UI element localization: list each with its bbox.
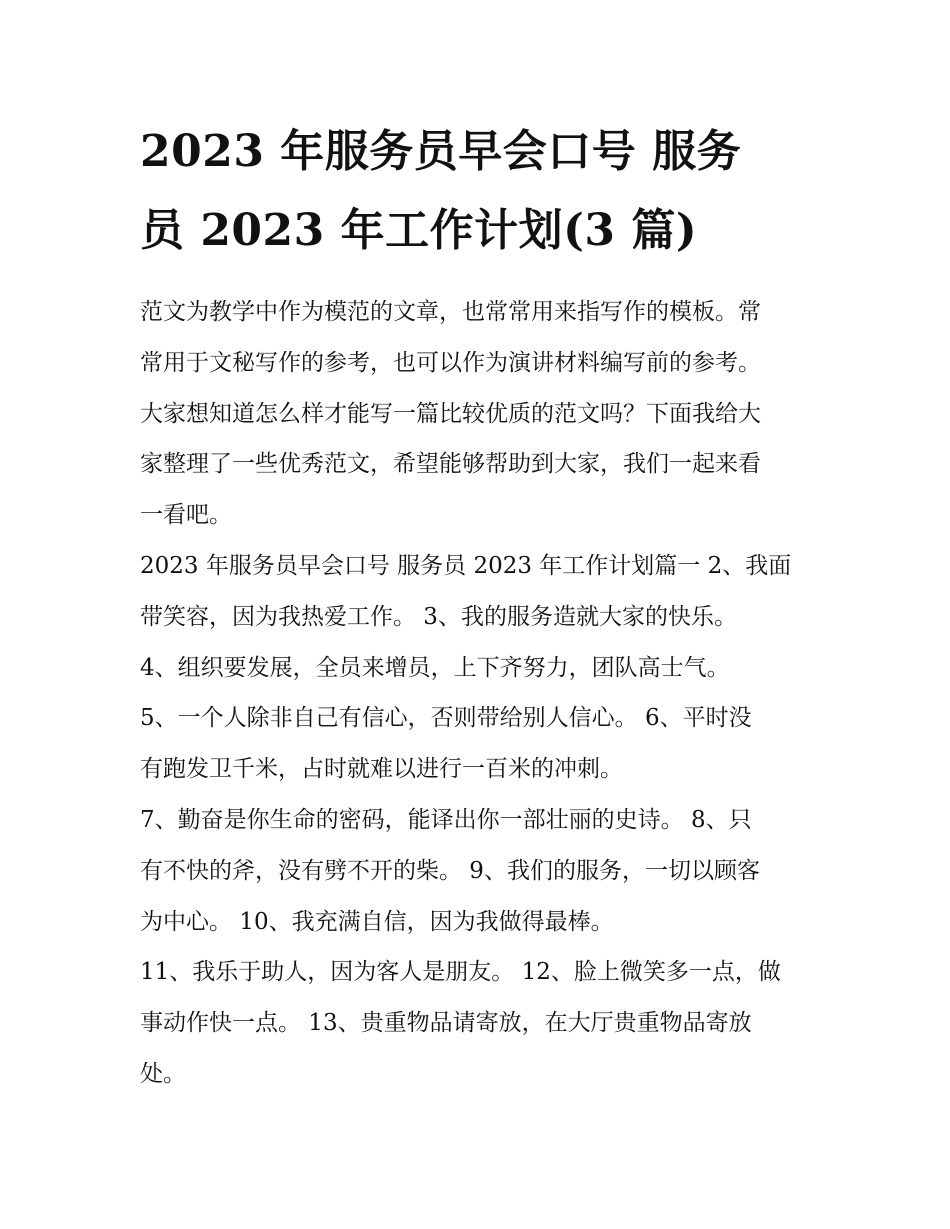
text-line: 大家想知道怎么样才能写一篇比较优质的范文吗？下面我给大	[140, 400, 761, 427]
text-line: 事动作快一点。 13、贵重物品请寄放，在大厅贵重物品寄放	[140, 1010, 752, 1037]
title-line: 2023 年服务员早会口号 服务	[140, 126, 742, 177]
body-paragraph	[140, 947, 812, 1099]
text-line: 一看吧。	[140, 502, 232, 529]
text-line: 家整理了一些优秀范文，希望能够帮助到大家，我们一起来看	[140, 451, 761, 478]
text-line: 11、我乐于助人，因为客人是朋友。 12、脸上微笑多一点，做	[140, 959, 781, 986]
text-line: 4、组织要发展，全员来增员，上下齐努力，团队高士气。	[140, 654, 730, 681]
body-paragraph	[140, 795, 812, 947]
title-line: 员 2023 年工作计划(3 篇)	[140, 205, 698, 256]
text-line: 2023 年服务员早会口号 服务员 2023 年工作计划篇一 2、我面	[140, 552, 792, 579]
text-line: 有不快的斧，没有劈不开的柴。 9、我们的服务，一切以顾客	[140, 857, 760, 884]
text-line: 常用于文秘写作的参考，也可以作为演讲材料编写前的参考。	[140, 349, 761, 376]
text-line: 范文为教学中作为模范的文章，也常常用来指写作的模板。常	[140, 299, 761, 325]
intro-paragraph	[140, 287, 812, 541]
text-line: 7、勤奋是你生命的密码，能译出你一部壮丽的史诗。 8、只	[140, 806, 752, 833]
text-line: 有跑发卫千米，占时就难以进行一百米的冲刺。	[140, 756, 623, 783]
text-line: 为中心。 10、我充满自信，因为我做得最棒。	[140, 908, 614, 935]
document-title	[140, 112, 812, 270]
text-line: 5、一个人除非自己有信心，否则带给别人信心。 6、平时没	[140, 705, 752, 732]
body-paragraph	[140, 541, 812, 643]
text-line: 处。	[140, 1060, 186, 1087]
body-paragraph	[140, 643, 812, 694]
text-line: 带笑容，因为我热爱工作。 3、我的服务造就大家的快乐。	[140, 603, 737, 630]
document-page	[140, 112, 812, 1100]
body-paragraph	[140, 693, 812, 795]
